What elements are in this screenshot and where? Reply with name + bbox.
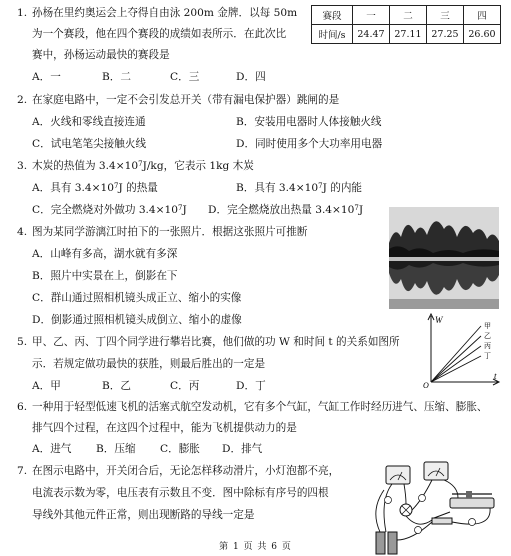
y-axis-label: W xyxy=(435,315,443,325)
q4-option-c: C．群山通过照相机镜头成正立、缩小的实像 xyxy=(32,292,242,304)
q3-option-d: D．完全燃烧放出热量 $3.4\times 10^7J$ xyxy=(208,204,364,216)
q4-stem: 图为某同学游漓江时拍下的一张照片．根据这张照片可推断 xyxy=(32,226,308,238)
table-header-segment: 赛段 xyxy=(312,6,353,25)
table-cell-time3: 27.25 xyxy=(427,25,464,44)
table-header-seg3: 三 xyxy=(427,6,464,25)
q5-stem-line2: 示．若规定做功最快的获胜，则最后胜出的一定是 xyxy=(32,358,266,370)
table-row-label: 时间/s xyxy=(312,25,353,44)
q3-option-a: A．具有 $3.4\times 10^7J$ 的热量 xyxy=(32,182,158,194)
q1-segment-time-table xyxy=(311,5,501,44)
q4-option-a: A．山峰有多高，湖水就有多深 xyxy=(32,248,178,260)
q2-option-d: D．同时使用多个大功率用电器 xyxy=(236,138,383,150)
q6-number: 6. xyxy=(17,401,28,413)
q7-number: 7. xyxy=(17,465,28,477)
q3-number: 3. xyxy=(17,160,28,172)
line-jia xyxy=(431,326,481,382)
q7-stem-line1: 在图示电路中，开关闭合后，无论怎样移动滑片，小灯泡都不亮， xyxy=(32,465,340,477)
table-header-seg2: 二 xyxy=(390,6,427,25)
series-label-bing: 丙 xyxy=(484,342,491,350)
q5-option-b: B．乙 xyxy=(102,380,131,392)
q2-option-a: A．火线和零线直接连通 xyxy=(32,116,146,128)
q6-stem-line2: 排气四个过程，在这四个过程中，能为飞机提供动力的是 xyxy=(32,422,297,434)
q4-option-d: D．倒影通过照相机镜头成倒立、缩小的虚像 xyxy=(32,314,242,326)
line-bing xyxy=(431,346,481,382)
q1-stem-line3: 赛中，孙杨运动最快的赛段是 xyxy=(32,49,170,61)
table-header-seg4: 四 xyxy=(464,6,501,25)
q6-option-a: A．进气 xyxy=(32,443,72,455)
work-time-graph xyxy=(423,310,505,388)
q7-stem-line2: 电流表示数为零，电压表有示数且不变．图中除标有序号的四根 xyxy=(32,487,329,499)
q1-option-d: D．四 xyxy=(236,71,266,83)
q1-option-a: A．一 xyxy=(32,71,61,83)
q5-stem-line1: 甲、乙、丙、丁四个同学进行攀岩比赛，他们做的功 W 和时间 t 的关系如图所 xyxy=(32,336,400,348)
q6-option-b: B．压缩 xyxy=(96,443,136,455)
q2-number: 2. xyxy=(17,94,28,106)
q5-option-a: A．甲 xyxy=(32,380,61,392)
q1-option-b: B．二 xyxy=(102,71,131,83)
table-cell-time1: 24.47 xyxy=(353,25,390,44)
q5-number: 5. xyxy=(17,336,28,348)
q3-option-b: B．具有 $3.4\times 10^7J$ 的内能 xyxy=(236,182,363,194)
q3-stem: 木炭的热值为 $3.4\times 10^7J/kg$，它表示 1kg 木炭 xyxy=(32,160,254,172)
line-yi xyxy=(431,336,481,382)
table-cell-time2: 27.11 xyxy=(390,25,427,44)
q6-option-c: C．膨胀 xyxy=(160,443,200,455)
q2-stem: 在家庭电路中，一定不会引发总开关（带有漏电保护器）跳闸的是 xyxy=(32,94,340,106)
series-label-jia: 甲 xyxy=(484,322,491,330)
switch-icon xyxy=(432,518,452,524)
q5-option-c: C．丙 xyxy=(170,380,200,392)
q1-stem-line1: 孙杨在里约奥运会上夺得自由泳 200m 金牌．以每 50m xyxy=(32,7,298,19)
q1-option-c: C．三 xyxy=(170,71,200,83)
x-axis-label: t xyxy=(494,371,497,381)
series-label-ding: 丁 xyxy=(484,352,491,360)
q6-option-d: D．排气 xyxy=(222,443,263,455)
q7-stem-line3: 导线外其他元件正常，则出现断路的导线一定是 xyxy=(32,509,255,521)
q2-option-b: B．安装用电器时人体接触火线 xyxy=(236,116,382,128)
q3-option-c: C．完全燃烧对外做功 $3.4\times 10^7J$ xyxy=(32,204,187,216)
table-cell-time4: 26.60 xyxy=(464,25,501,44)
origin-label: O xyxy=(423,381,429,388)
page-footer: 第 1 页 共 6 页 xyxy=(219,542,292,552)
q4-number: 4. xyxy=(17,226,28,238)
rheostat-icon xyxy=(450,498,494,508)
q1-number: 1. xyxy=(17,7,28,19)
line-ding xyxy=(431,356,481,382)
q5-option-d: D．丁 xyxy=(236,380,266,392)
q1-stem-line2: 为一个赛段，他在四个赛段的成绩如表所示．在此次比 xyxy=(32,28,287,40)
series-label-yi: 乙 xyxy=(484,332,491,340)
q4-option-b: B．照片中实景在上，倒影在下 xyxy=(32,270,178,282)
q2-option-c: C．试电笔笔尖接触火线 xyxy=(32,138,147,150)
q6-stem-line1: 一种用于轻型低速飞机的活塞式航空发动机，它有多个气缸，气缸工作时经历进气、压缩、膨胀、 xyxy=(32,401,488,413)
lijiang-landscape-photo xyxy=(389,207,499,309)
table-header-seg1: 一 xyxy=(353,6,390,25)
